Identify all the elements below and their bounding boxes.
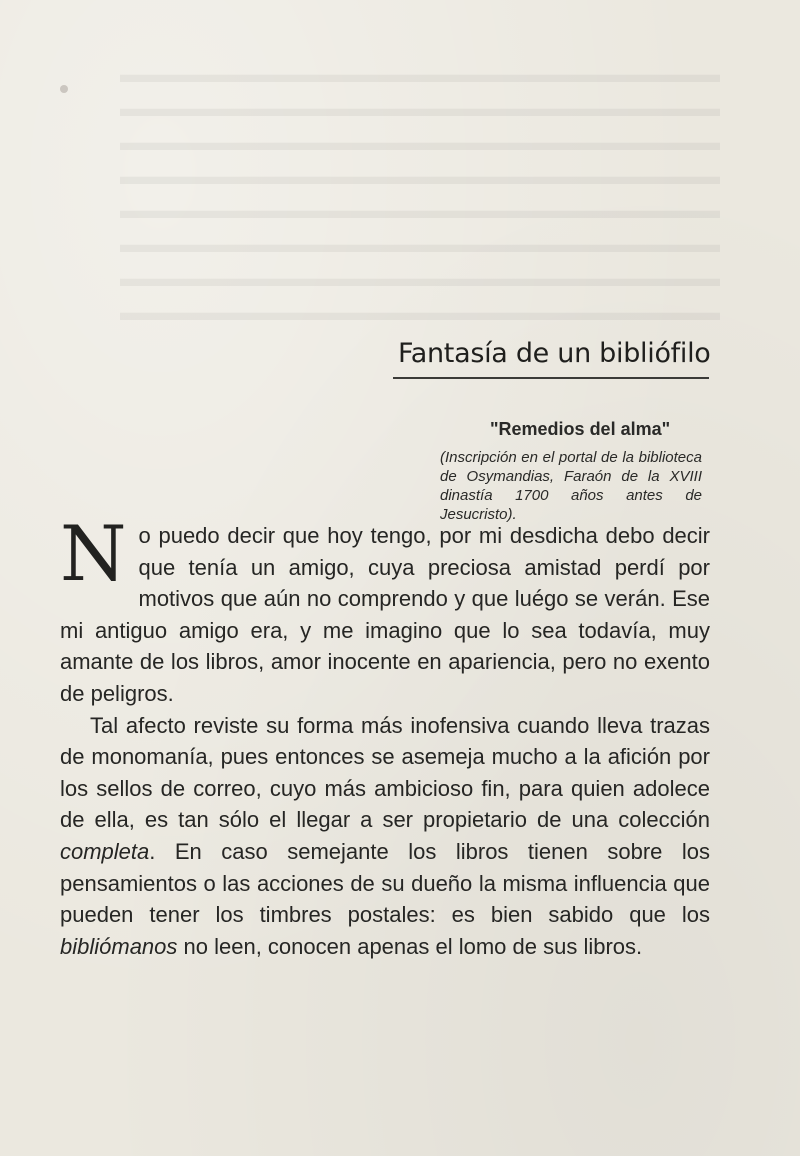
paragraph-1 [60, 509, 710, 710]
bleed-through-texture: ▬▬▬▬▬▬▬▬▬▬▬▬▬▬▬▬▬▬▬▬▬▬▬▬▬ ▬▬▬▬▬▬▬▬▬▬▬▬▬▬▬▬▬▬▬▬▬▬▬▬▬ ▬▬▬▬▬▬▬▬▬▬▬▬▬▬▬▬▬▬▬▬▬▬▬▬▬ ▬▬▬▬▬▬▬▬▬▬▬▬▬▬▬▬▬▬▬▬▬▬▬▬▬ ▬▬▬▬▬▬▬▬▬▬▬▬▬▬▬▬▬▬▬▬▬▬▬▬▬ ▬▬▬▬▬▬▬▬▬▬▬▬▬▬▬▬▬▬▬▬▬▬▬▬▬ ▬▬▬▬▬▬▬▬▬▬▬▬▬▬▬▬▬▬▬▬▬▬▬▬▬ ▬▬▬▬▬▬▬▬▬▬▬▬▬▬▬▬▬▬▬▬▬▬▬▬▬ [120, 62, 720, 326]
ink-smudge [60, 85, 68, 93]
title-underline [393, 377, 709, 379]
body-text [60, 509, 710, 962]
chapter-title: Fantasía de un bibliófilo [398, 338, 711, 369]
paragraph-2-text-b: . En caso semejante los libros tienen sobre los pensamientos o las acciones de su dueño la misma influencia que pueden tener los timbres postales: es bien sabido que los [60, 838, 710, 928]
epigraph-motto: "Remedios del alma" [490, 419, 671, 439]
paragraph-2-text-c: no leen, conocen apenas el lomo de sus libros. [177, 933, 643, 959]
emphasis-completa: completa [60, 838, 150, 864]
emphasis-bibliomanos: bibliómanos [60, 933, 178, 959]
drop-cap: N [60, 509, 127, 598]
epigraph-inscription: (Inscripción en el portal de la biblioteca de Osymandias, Faraón de la XVIII dinastía 1700 años antes de Jesucristo). [440, 449, 702, 523]
paragraph-2-text-a: Tal afecto reviste su forma más inofensiva cuando lleva trazas de monomanía, pues entonces se asemeja mucho a la afición por los sellos de correo, cuyo más ambicioso fin, para quien adolece de ella, es tan sólo el llegar a ser propietario de una colección [60, 712, 710, 833]
paragraph-1-text: o puedo decir que hoy tengo, por mi desdicha debo decir que tenía un amigo, cuya preciosa amistad perdí por motivos que aún no comprendo y que luégo se verán. Ese mi antiguo amigo era, y me imagino que lo sea todavía, muy amante de los libros, amor inocente en apariencia, pero no exento de peligros. [60, 523, 710, 706]
paragraph-2 [60, 710, 710, 963]
